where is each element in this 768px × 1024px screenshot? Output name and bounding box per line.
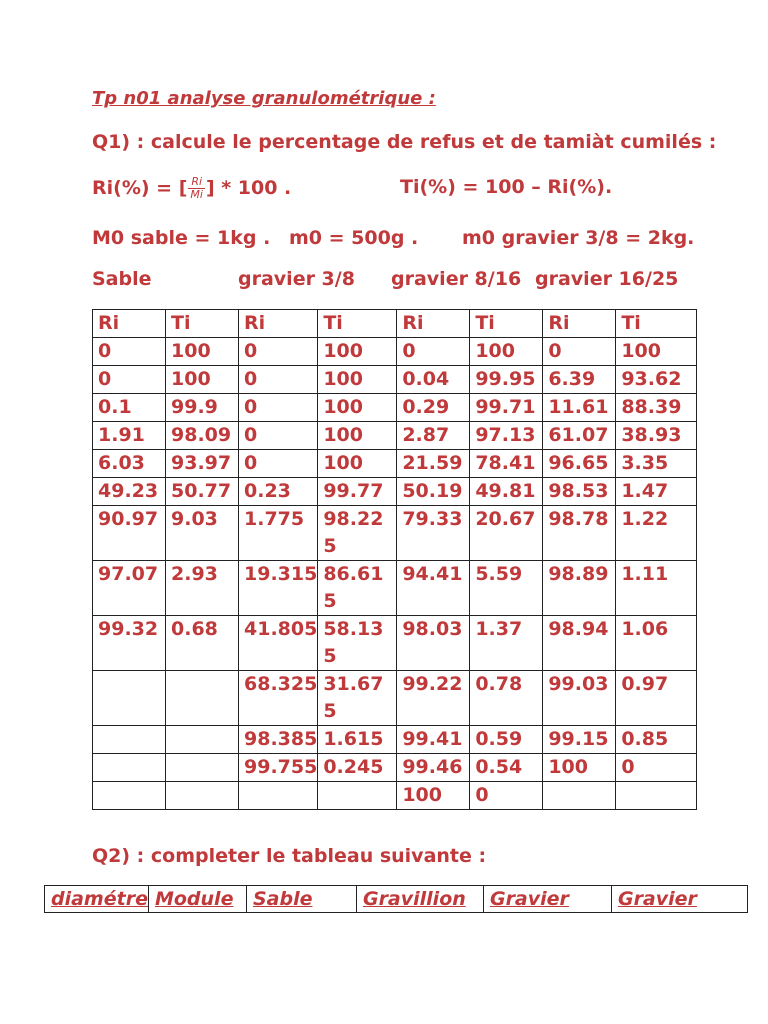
table-cell: 50.19: [397, 478, 470, 506]
table-cell: 88.39: [616, 394, 697, 422]
group-gravier-8-16: gravier 8/16: [391, 268, 522, 290]
table-cell: Ri: [397, 310, 470, 338]
table-cell: [166, 782, 239, 810]
table-row: [93, 671, 697, 726]
question-2: Q2) : completer le tableau suivante :: [92, 845, 487, 867]
table-cell: 19.315: [239, 561, 318, 616]
table-cell: 0: [239, 450, 318, 478]
q2-header-diametre: diamétre: [45, 886, 149, 913]
table-row: [93, 561, 697, 616]
page-title: Tp n01 analyse granulométrique :: [92, 88, 436, 109]
table-cell: 0.59: [470, 726, 543, 754]
table-row: [93, 338, 697, 366]
table-cell: 0.97: [616, 671, 697, 726]
table-cell: Ti: [470, 310, 543, 338]
table-cell: 99.95: [470, 366, 543, 394]
table-header-row: [93, 310, 697, 338]
table-cell: 1.37: [470, 616, 543, 671]
table-cell: 41.805: [239, 616, 318, 671]
table-cell: 86.61 5: [318, 561, 397, 616]
masses-line: [92, 227, 695, 249]
table-cell: 3.35: [616, 450, 697, 478]
table-cell: 98.53: [543, 478, 616, 506]
table-cell: 38.93: [616, 422, 697, 450]
table-row: [93, 616, 697, 671]
table-cell: 21.59: [397, 450, 470, 478]
table-cell: 98.09: [166, 422, 239, 450]
table-cell: [166, 671, 239, 726]
table-row: [93, 450, 697, 478]
q2-header-sable: Sable: [246, 886, 356, 913]
table-cell: 2.87: [397, 422, 470, 450]
m0-sable: M0 sable = 1kg .: [92, 227, 271, 249]
table-cell: 97.13: [470, 422, 543, 450]
table-cell: 9.03: [166, 506, 239, 561]
table-cell: 0.04: [397, 366, 470, 394]
table-cell: 20.67: [470, 506, 543, 561]
table-cell: 0: [239, 366, 318, 394]
table-cell: 0.245: [318, 754, 397, 782]
table-row: [93, 478, 697, 506]
table-cell: [166, 726, 239, 754]
table-cell: 100: [166, 338, 239, 366]
group-gravier-16-25: gravier 16/25: [535, 268, 679, 290]
table-cell: Ri: [93, 310, 166, 338]
table-cell: 58.13 5: [318, 616, 397, 671]
ri-formula-suffix: ] * 100 .: [205, 177, 292, 199]
fraction-numerator: Ri: [188, 176, 205, 189]
table-cell: 61.07: [543, 422, 616, 450]
table-cell: 99.41: [397, 726, 470, 754]
table-cell: 99.77: [318, 478, 397, 506]
table-cell: Ti: [166, 310, 239, 338]
table-cell: 99.71: [470, 394, 543, 422]
table-cell: 98.94: [543, 616, 616, 671]
table-cell: 5.59: [470, 561, 543, 616]
table-cell: 100: [318, 394, 397, 422]
table-cell: 1.22: [616, 506, 697, 561]
table-cell: 6.03: [93, 450, 166, 478]
table-cell: 0.23: [239, 478, 318, 506]
table-cell: 0.78: [470, 671, 543, 726]
table-cell: 98.78: [543, 506, 616, 561]
table-cell: 0: [93, 338, 166, 366]
table-cell: Ti: [318, 310, 397, 338]
table-cell: Ri: [543, 310, 616, 338]
table-cell: 99.15: [543, 726, 616, 754]
fraction-denominator: Mi: [190, 188, 203, 201]
table-cell: Ri: [239, 310, 318, 338]
table-cell: 99.9: [166, 394, 239, 422]
table-cell: 100: [318, 422, 397, 450]
q2-table: [44, 885, 748, 913]
table-cell: 1.91: [93, 422, 166, 450]
table-cell: 100: [166, 366, 239, 394]
table-cell: 93.62: [616, 366, 697, 394]
table-cell: 0.85: [616, 726, 697, 754]
table-cell: [543, 782, 616, 810]
table-cell: 1.775: [239, 506, 318, 561]
table-cell: 0.54: [470, 754, 543, 782]
table-cell: 31.67 5: [318, 671, 397, 726]
table-cell: [318, 782, 397, 810]
table-cell: 2.93: [166, 561, 239, 616]
table-cell: 11.61: [543, 394, 616, 422]
table-cell: 100: [318, 366, 397, 394]
table-cell: 100: [318, 338, 397, 366]
table-cell: 100: [397, 782, 470, 810]
ti-formula: Ti(%) = 100 – Ri(%).: [400, 176, 613, 198]
table-cell: [93, 726, 166, 754]
table-row: [93, 782, 697, 810]
table-cell: 98.89: [543, 561, 616, 616]
table-cell: [239, 782, 318, 810]
table-row: [93, 394, 697, 422]
question-1: Q1) : calcule le percentage de refus et de tamiàt cumilés :: [92, 131, 717, 153]
table-cell: 1.11: [616, 561, 697, 616]
table-cell: 96.65: [543, 450, 616, 478]
table-cell: 1.615: [318, 726, 397, 754]
table-cell: 0: [239, 422, 318, 450]
table-cell: 97.07: [93, 561, 166, 616]
table-cell: 49.23: [93, 478, 166, 506]
table-row: [93, 754, 697, 782]
ri-fraction: [188, 176, 205, 201]
group-gravier-3-8: gravier 3/8: [238, 268, 355, 290]
table-cell: 90.97: [93, 506, 166, 561]
table-cell: 0: [616, 754, 697, 782]
table-cell: Ti: [616, 310, 697, 338]
table-cell: [93, 754, 166, 782]
table-cell: 0: [239, 338, 318, 366]
q2-header-row: [45, 886, 748, 913]
table-cell: 93.97: [166, 450, 239, 478]
table-cell: 0.1: [93, 394, 166, 422]
table-row: [93, 366, 697, 394]
table-row: [93, 726, 697, 754]
m0-gravier: m0 gravier 3/8 = 2kg.: [462, 227, 695, 249]
ri-formula-prefix: Ri(%) = [: [92, 177, 188, 199]
table-cell: [616, 782, 697, 810]
table-row: [93, 422, 697, 450]
q2-header-gravier-1: Gravier: [483, 886, 611, 913]
table-cell: [93, 671, 166, 726]
table-cell: 99.32: [93, 616, 166, 671]
table-cell: 94.41: [397, 561, 470, 616]
table-cell: 68.325: [239, 671, 318, 726]
table-cell: 50.77: [166, 478, 239, 506]
table-cell: 98.03: [397, 616, 470, 671]
table-cell: 1.47: [616, 478, 697, 506]
table-cell: 100: [318, 450, 397, 478]
table-cell: [166, 754, 239, 782]
table-cell: 100: [470, 338, 543, 366]
table-cell: 0: [470, 782, 543, 810]
formula-line: [92, 175, 613, 201]
table-cell: 79.33: [397, 506, 470, 561]
group-sable: Sable: [92, 268, 152, 290]
table-cell: 6.39: [543, 366, 616, 394]
table-cell: 0: [397, 338, 470, 366]
table-cell: 0: [239, 394, 318, 422]
table-cell: 1.06: [616, 616, 697, 671]
table-cell: 98.22 5: [318, 506, 397, 561]
table-cell: 0.68: [166, 616, 239, 671]
table-cell: 0.29: [397, 394, 470, 422]
m0-value: m0 = 500g .: [289, 227, 419, 249]
table-cell: 100: [616, 338, 697, 366]
table-cell: [93, 782, 166, 810]
table-cell: 98.385: [239, 726, 318, 754]
q2-header-gravier-2: Gravier: [611, 886, 747, 913]
table-cell: 99.755: [239, 754, 318, 782]
sieve-results-table: [92, 309, 697, 810]
table-cell: 0: [543, 338, 616, 366]
table-cell: 78.41: [470, 450, 543, 478]
table-cell: 0: [93, 366, 166, 394]
column-groups: [92, 268, 679, 290]
table-cell: 100: [543, 754, 616, 782]
table-cell: 49.81: [470, 478, 543, 506]
table-row: [93, 506, 697, 561]
q2-header-module: Module: [148, 886, 246, 913]
table-cell: 99.46: [397, 754, 470, 782]
table-cell: 99.03: [543, 671, 616, 726]
table-cell: 99.22: [397, 671, 470, 726]
q2-header-gravillion: Gravillion: [356, 886, 483, 913]
